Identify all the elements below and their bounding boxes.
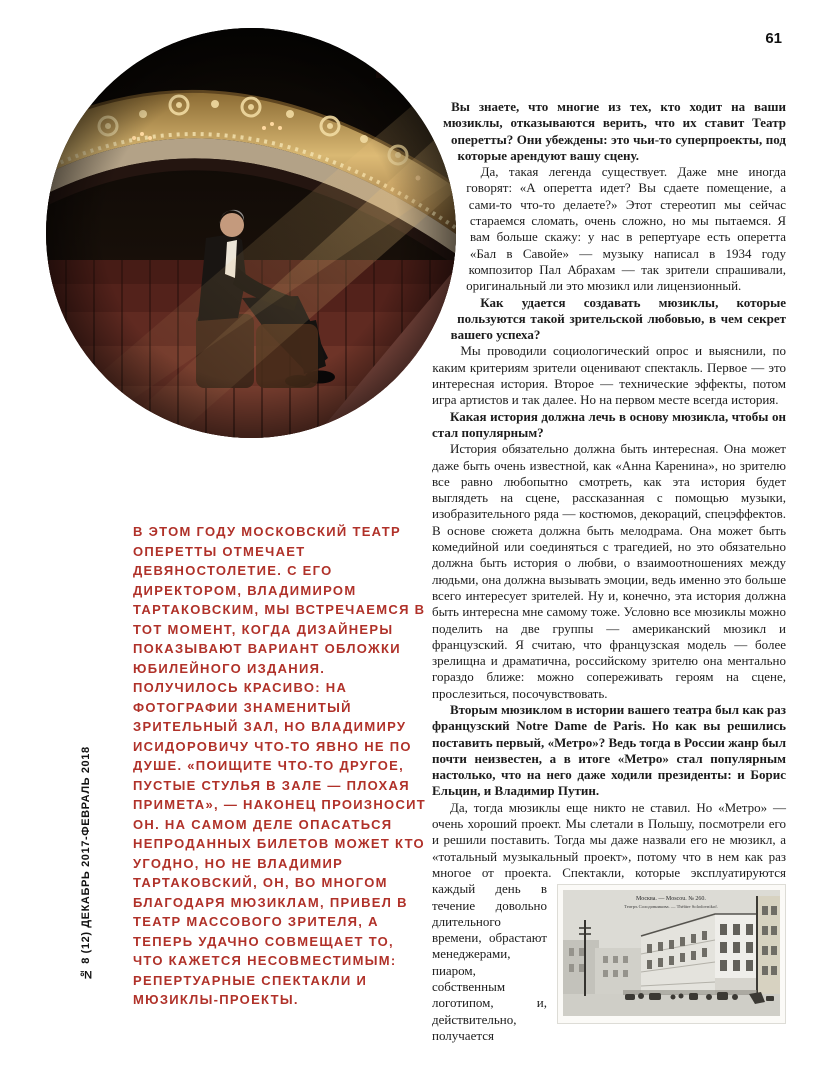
- theater-hall-photo: [46, 28, 456, 438]
- answer-4-continued: которые эксплуатируются каждый день в течение довольно длительного времени, обрастают менеджерами, пиаром, собственным логотипом, и, действительно, получается: [432, 864, 786, 1043]
- interview-answer-1: Да, такая легенда существует. Даже мне иногда говорят: «А оперетта идет? Вы сдаете помещение, а сами-то что-то делаете?» Этот стереотип мы сейчас стараемся сломать, очень сложно, но мы пытаемся. Я вам больше скажу: у нас в репертуаре есть оперетта «Бал в Савойе» — музыку написал в 1934 году композитор Пал Абрахам — так зрители спрашивали, оригинальный ли это мюзикл или лицензионный.: [466, 164, 786, 294]
- interview-answer-3: История обязательно должна быть интересная. Она может даже быть очень известной, как «Анна Каренина», но зрителю все равно любопытно смотреть, как эта история будет выглядеть на сцене, рассказанная с помощью музыки, изобразительного ряда — костюмов, декораций, спецэффектов. В основе сюжета должна быть мелодрама. Она может быть комедийной или соединяться с трагедией, но это обязательно должна быть история о любви, о взаимоотношениях между людьми, она должна вызывать эмоции, ведь именно это больше всего интересует зрителей. Ну и, конечно, эта история должна быть интересна мне самому тоже. Условно все мюзиклы можно поделить на две группы — американский мюзикл и французский. Я считаю, что французская модель — более зрелищна и драматична, российскому зрителю она ментально гораздо ближе: можно сопереживать героям на сцене, прослезиться, посочувствовать.: [432, 441, 786, 701]
- interview-question-2: Как удается создавать мюзиклы, которые пользуются такой зрительской любовью, в чем секрет вашего успеха?: [450, 294, 786, 343]
- answer-4-start: Да, тогда мюзиклы еще никто не ставил. Но «Метро» — очень хороший проект. Мы слетали в Польшу, посмотрели его и решили поставить. Тогда мы даже назвали его не мюзикл, а «тотальный музыкальный проект», потому что в нем как раз многое от проекта. Спектакли,: [432, 799, 786, 880]
- page-number: 61: [765, 30, 782, 47]
- postcard-caption-subtitle: Театръ Солодовникова. — Théâtre Solodovnikof.: [624, 904, 718, 910]
- postcard-caption-title: Москва. — Moscou. № 260.: [636, 896, 706, 903]
- lead-paragraph: В ЭТОМ ГОДУ МОСКОВСКИЙ ТЕАТР ОПЕРЕТТЫ ОТМЕЧАЕТ ДЕВЯНОСТОЛЕТИЕ. С ЕГО ДИРЕКТОРОМ, ВЛАДИМИРОМ ТАРТАКОВСКИМ, МЫ ВСТРЕЧАЕМСЯ В ТОТ МОМЕНТ, КОГДА ДИЗАЙНЕРЫ ПОКАЗЫВАЮТ ВАРИАНТ ОБЛОЖКИ ЮБИЛЕЙНОГО ИЗДАНИЯ. ПОЛУЧИЛОСЬ КРАСИВО: НА ФОТОГРАФИИ ЗНАМЕНИТЫЙ ЗРИТЕЛЬНЫЙ ЗАЛ, НО ВЛАДИМИРУ ИСИДОРОВИЧУ ЧТО-ТО ЯВНО НЕ ПО ДУШЕ. «ПОИЩИТЕ ЧТО-ТО ДРУГОЕ, ПУСТЫЕ СТУЛЬЯ В ЗАЛЕ — ПЛОХАЯ ПРИМЕТА», — НАКОНЕЦ ПРОИЗНОСИТ ОН. НА САМОМ ДЕЛЕ ОПАСАТЬСЯ НЕПРОДАННЫХ БИЛЕТОВ МОЖЕТ КТО УГОДНО, НО НЕ ВЛАДИМИР ТАРТАКОВСКИЙ, ОН, ВО МНОГОМ БЛАГОДАРЯ МЮЗИКЛАМ, ПРИВЕЛ В ТЕАТР МАССОВОГО ЗРИТЕЛЯ, А ТЕПЕРЬ УДАЧНО СОВМЕЩАЕТ ТО, ЧТО КАЖЕТСЯ НЕСОВМЕСТИМЫМ: РЕПЕРТУАРНЫЕ СПЕКТАКЛИ И МЮЗИКЛЫ-ПРОЕКТЫ.: [133, 524, 427, 1007]
- postcard-photo: [563, 890, 780, 1016]
- theater-hall-illustration: [46, 28, 456, 438]
- interview-question-1: Вы знаете, что многие из тех, кто ходит на ваши мюзиклы, отказываются верить, что их ставит Театр оперетты? Они убеждены: это чьи-то суперпроекты, под которые арендуют вашу сцену.: [442, 99, 786, 163]
- interview-answer-4: [432, 800, 786, 1044]
- postcard-image: [557, 884, 786, 1024]
- interview-column: [432, 99, 786, 1044]
- interview-question-3: Какая история должна лечь в основу мюзикла, чтобы он стал популярным?: [432, 408, 786, 440]
- interview-question-4: Вторым мюзиклом в истории вашего театра был как раз французский Notre Dame de Paris. Но как вы решились поставить первый, «Метро»? Ведь тогда в России жанр был почти неизвестен, а в итоге «Метро» стал популярным настолько, что на него даже ходили президенты: и Борис Ельцин, и Владимир Путин.: [432, 701, 786, 799]
- issue-info-vertical: № 8 (12) ДЕКАБРЬ 2017-ФЕВРАЛЬ 2018: [80, 746, 92, 980]
- interview-answer-2: Мы проводили социологический опрос и выяснили, по каким критериям зрители оценивают спектакль. Первое — это интересная история. Второе — технические эффекты, потом игра артистов и так далее. Но на первом месте всегда история.: [432, 343, 786, 408]
